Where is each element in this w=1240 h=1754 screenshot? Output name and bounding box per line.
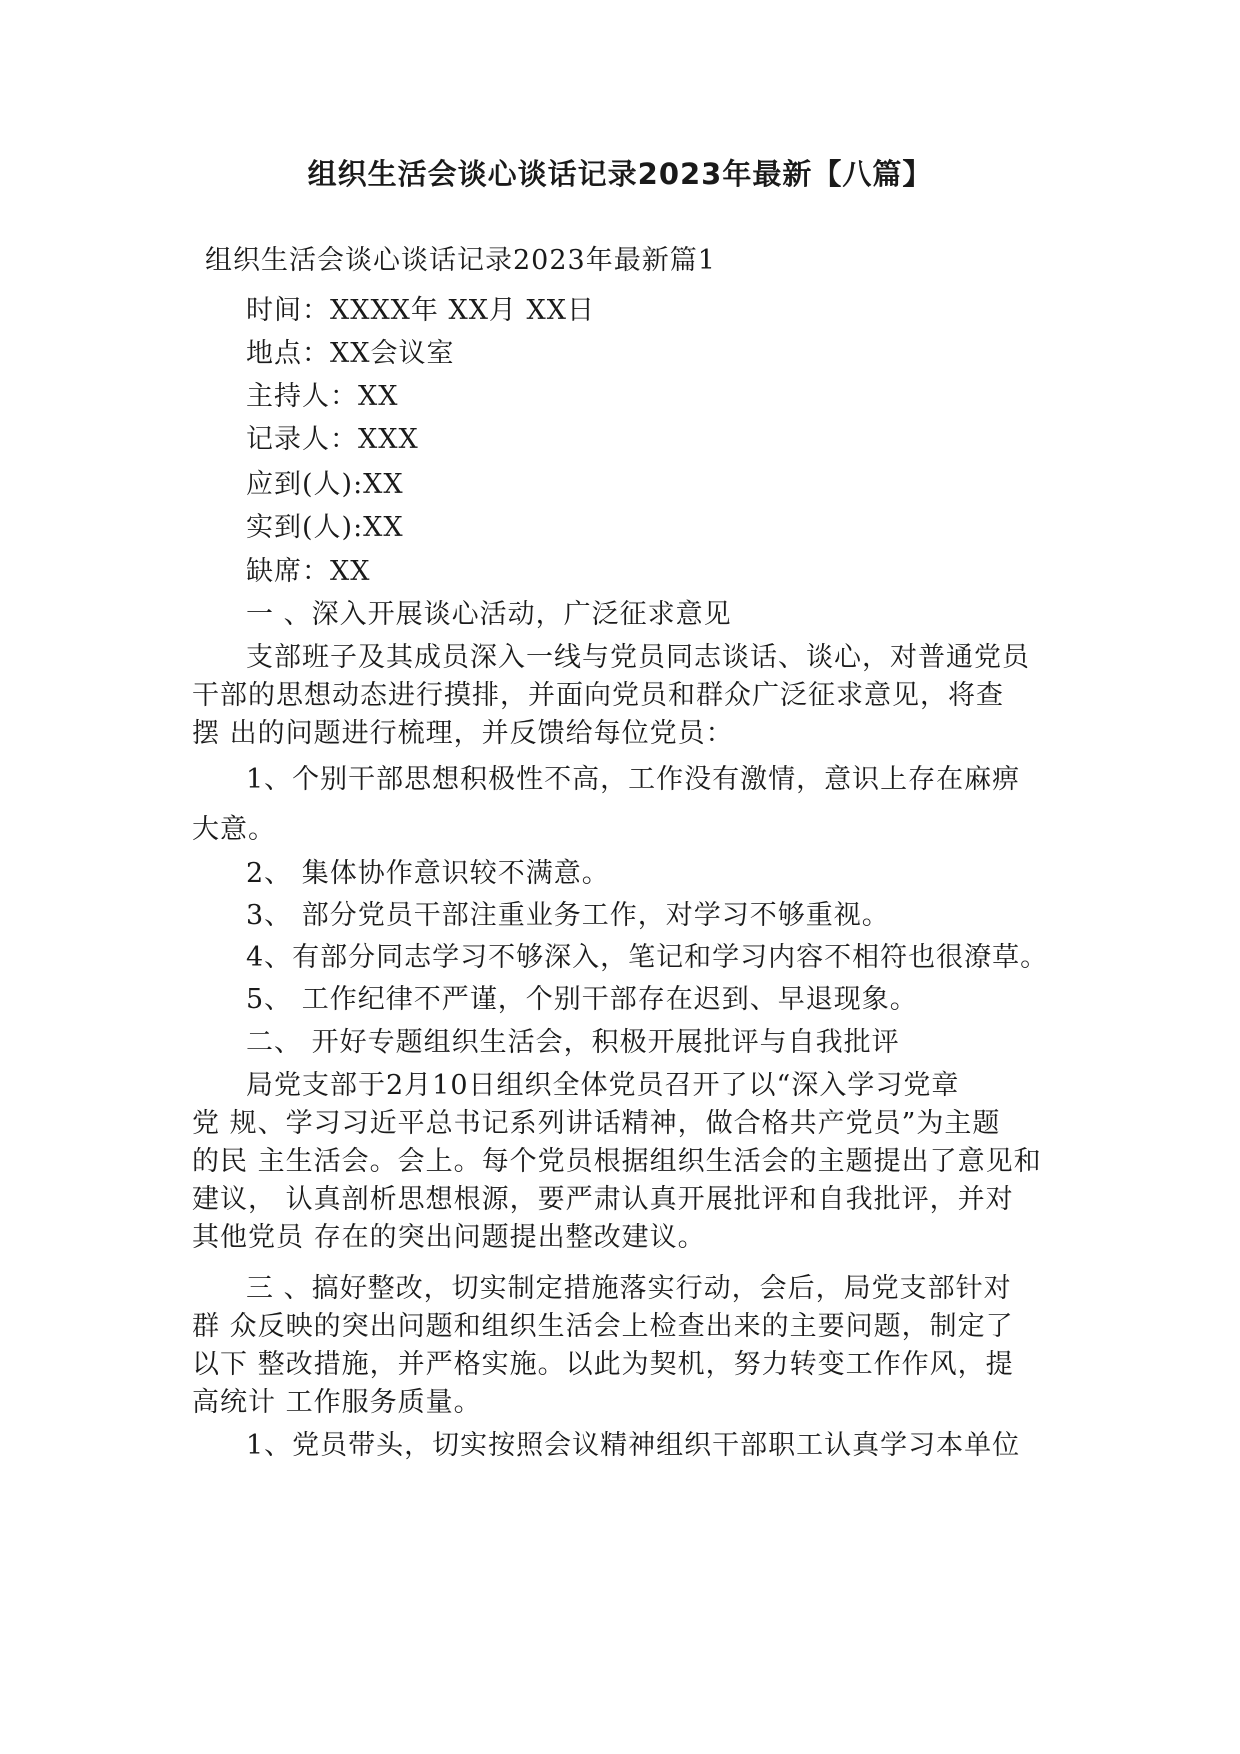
paragraph-line: 其他党员 存在的突出问题提出整改建议。 bbox=[192, 1222, 706, 1253]
paragraph-line: 党 规、学习习近平总书记系列讲话精神，做合格共产党员”为主题 bbox=[192, 1108, 1001, 1139]
paragraph-line: 群 众反映的突出问题和组织生活会上检查出来的主要问题，制定了 bbox=[192, 1311, 1014, 1342]
meta-time: 时间：XXXX年 XX月 XX日 bbox=[246, 295, 595, 326]
meta-absent: 缺席：XX bbox=[246, 556, 371, 587]
paragraph-line: 的民 主生活会。会上。每个党员根据组织生活会的主题提出了意见和 bbox=[192, 1146, 1042, 1177]
meta-expected: 应到(人):XX bbox=[246, 469, 404, 500]
paragraph-line: 摆 出的问题进行梳理，并反馈给每位党员： bbox=[192, 718, 734, 749]
paragraph-line: 局党支部于2月10日组织全体党员召开了以“深入学习党章 bbox=[246, 1070, 960, 1101]
paragraph-line: 高统计 工作服务质量。 bbox=[192, 1387, 482, 1418]
list-item: 5、 工作纪律不严谨，个别干部存在迟到、早退现象。 bbox=[246, 984, 918, 1015]
meta-actual: 实到(人):XX bbox=[246, 512, 404, 543]
list-item: 2、 集体协作意识较不满意。 bbox=[246, 858, 610, 889]
meta-host: 主持人：XX bbox=[246, 381, 399, 412]
paragraph-line: 以下 整改措施，并严格实施。以此为契机，努力转变工作作风，提 bbox=[192, 1349, 1014, 1380]
document-title: 组织生活会谈心谈话记录2023年最新【八篇】 bbox=[307, 157, 933, 191]
list-item: 1、党员带头，切实按照会议精神组织干部职工认真学习本单位 bbox=[246, 1430, 1021, 1461]
meta-place: 地点：XX会议室 bbox=[246, 338, 455, 369]
list-item: 1、个别干部思想积极性不高，工作没有激情，意识上存在麻痹 bbox=[246, 764, 1021, 795]
paragraph-line: 支部班子及其成员深入一线与党员同志谈话、谈心，对普通党员 bbox=[246, 642, 1030, 673]
paragraph-line: 干部的思想动态进行摸排，并面向党员和群众广泛征求意见，将查 bbox=[192, 680, 1004, 711]
section-title: 组织生活会谈心谈话记录2023年最新篇1 bbox=[205, 245, 716, 276]
paragraph-line: 建议， 认真剖析思想根源，要严肃认真开展批评和自我批评，并对 bbox=[192, 1184, 1014, 1215]
meta-recorder: 记录人：XXX bbox=[246, 424, 419, 455]
section2-heading: 二、 开好专题组织生活会，积极开展批评与自我批评 bbox=[246, 1027, 900, 1058]
section1-heading: 一 、深入开展谈心活动，广泛征求意见 bbox=[246, 599, 732, 630]
list-item-continuation: 大意。 bbox=[192, 814, 276, 845]
list-item: 4、有部分同志学习不够深入，笔记和学习内容不相符也很潦草。 bbox=[246, 942, 1049, 973]
list-item: 3、 部分党员干部注重业务工作，对学习不够重视。 bbox=[246, 900, 890, 931]
section3-heading: 三 、搞好整改，切实制定措施落实行动，会后，局党支部针对 bbox=[246, 1273, 1012, 1304]
